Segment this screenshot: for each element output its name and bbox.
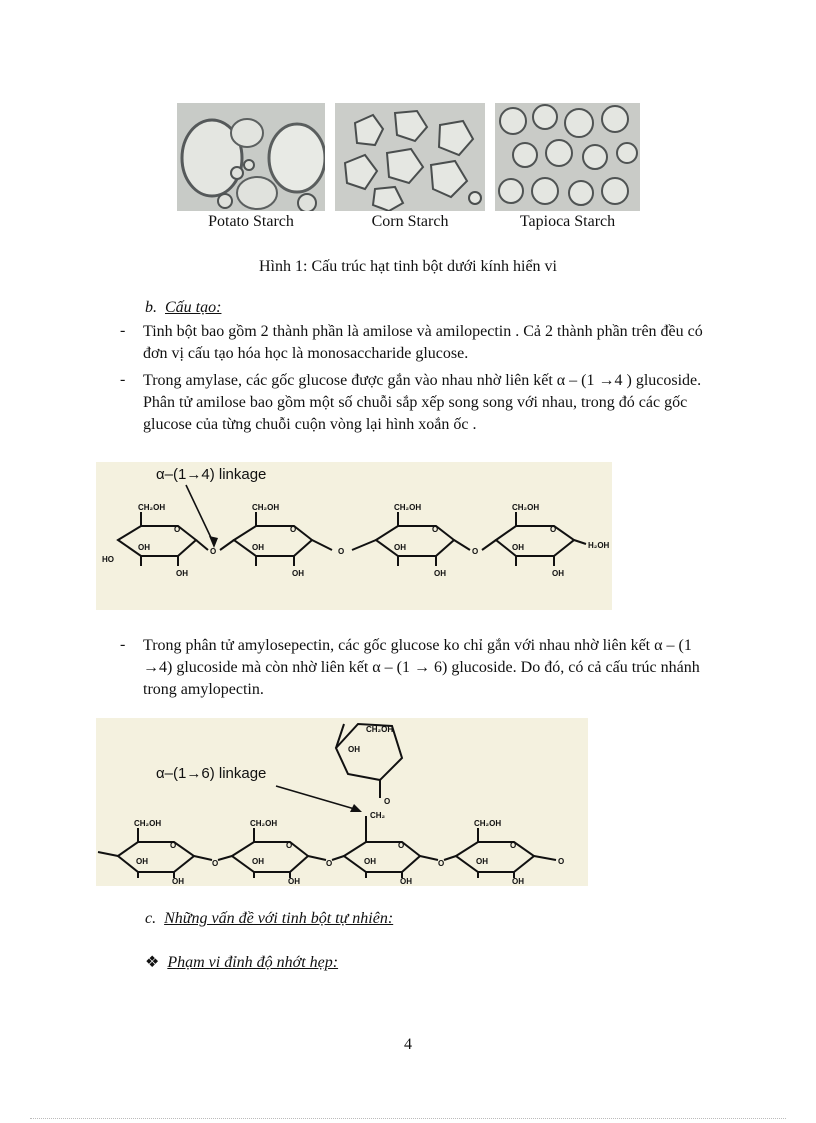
corn-starch-image (335, 103, 485, 211)
branch-ch2oh-label: CH₂OH (366, 725, 394, 734)
paragraph-2: Trong amylase, các gốc glucose được gắn vào nhau nhờ liên kết α – (1 →4 ) glucoside. Phân tử amilose bao gồm một số chuỗi sắp xếp song song với nhau, trong đó các gốc glucose của từng chuỗi cuộn vòng lại hình xoắn ốc . (143, 372, 702, 433)
caption-potato: Potato Starch (208, 213, 294, 230)
oh-label: OH (476, 857, 488, 866)
ring-o-label: O (290, 525, 297, 534)
amylopectin-structure-diagram (96, 718, 588, 886)
caption-tapioca: Tapioca Starch (519, 213, 616, 230)
figure-title: Hình 1: Cấu trúc hạt tinh bột dưới kính hiển vi (259, 258, 557, 275)
alpha-1-6-linkage-label: α–(1→6) linkage (156, 765, 267, 782)
oh-label: OH (252, 857, 264, 866)
bridge-o-label: O (384, 797, 391, 806)
ring-o-label: O (174, 525, 181, 534)
caption-corn: Corn Starch (371, 213, 449, 230)
ch2-label: CH₂ (370, 811, 386, 820)
bridge-o-label: O (472, 547, 479, 556)
oh-label: OH (434, 569, 446, 578)
section-c-letter: c. (145, 910, 157, 927)
section-b-heading (145, 299, 221, 317)
section-b-title: Cấu tạo: (165, 299, 222, 316)
tapioca-starch-image (495, 103, 640, 211)
h2oh-label: H₂OH (588, 541, 610, 550)
oh-label: OH (176, 569, 188, 578)
ring-o-label: O (398, 841, 405, 850)
ring-o-label: O (550, 525, 557, 534)
diamond-bullet-icon: ❖ (145, 954, 160, 971)
oh-label: OH (512, 877, 524, 886)
subheading-text: Phạm vi đỉnh độ nhớt hẹp: (167, 954, 339, 971)
bullet-dash: - (120, 322, 126, 339)
potato-starch-image (177, 103, 325, 211)
ring-o-label: O (432, 525, 439, 534)
bridge-o-label: O (338, 547, 345, 556)
paragraph-1: Tinh bột bao gồm 2 thành phần là amilose và amilopectin . Cả 2 thành phần trên đều có đơn vị cấu tạo hóa học là monosaccharide glucose. (143, 323, 703, 362)
bridge-o-label: O (210, 547, 217, 556)
ch2oh-label: CH₂OH (512, 503, 540, 512)
section-c-heading (145, 910, 393, 928)
oh-label: OH (136, 857, 148, 866)
bridge-o-label: O (558, 857, 565, 866)
ring-o-label: O (286, 841, 293, 850)
oh-label: OH (138, 543, 150, 552)
section-c-title: Những vấn đề với tinh bột tự nhiên: (164, 910, 394, 927)
ch2oh-label: CH₂OH (394, 503, 422, 512)
amylose-structure-diagram (96, 462, 612, 610)
branch-oh-label: OH (348, 745, 360, 754)
ch2oh-label: CH₂OH (138, 503, 166, 512)
ch2oh-label: CH₂OH (474, 819, 502, 828)
oh-label: OH (400, 877, 412, 886)
page-number: 4 (404, 1036, 412, 1053)
bridge-o-label: O (212, 859, 219, 868)
bullet-dash: - (120, 371, 126, 388)
bridge-o-label: O (438, 859, 445, 868)
oh-label: OH (288, 877, 300, 886)
ch2oh-label: CH₂OH (134, 819, 162, 828)
bridge-o-label: O (326, 859, 333, 868)
oh-label: OH (512, 543, 524, 552)
subheading (145, 952, 338, 972)
footer-divider (30, 1118, 786, 1119)
ch2oh-label: CH₂OH (250, 819, 278, 828)
paragraph-3: Trong phân tử amylosepectin, các gốc glucose ko chỉ gắn với nhau nhờ liên kết α – (1 →4) glucoside mà còn nhờ liên kết α – (1 → 6) glucoside. Do đó, có cả cấu trúc nhánh trong amylopectin. (143, 637, 700, 698)
oh-label: OH (172, 877, 184, 886)
oh-label: OH (252, 543, 264, 552)
ring-o-label: O (170, 841, 177, 850)
ho-label: HO (102, 555, 114, 564)
oh-label: OH (552, 569, 564, 578)
oh-label: OH (394, 543, 406, 552)
alpha-1-4-linkage-label: α–(1→4) linkage (156, 466, 267, 483)
ring-o-label: O (510, 841, 517, 850)
oh-label: OH (292, 569, 304, 578)
bullet-dash: - (120, 636, 126, 653)
oh-label: OH (364, 857, 376, 866)
ch2oh-label: CH₂OH (252, 503, 280, 512)
section-b-letter: b. (145, 299, 157, 316)
